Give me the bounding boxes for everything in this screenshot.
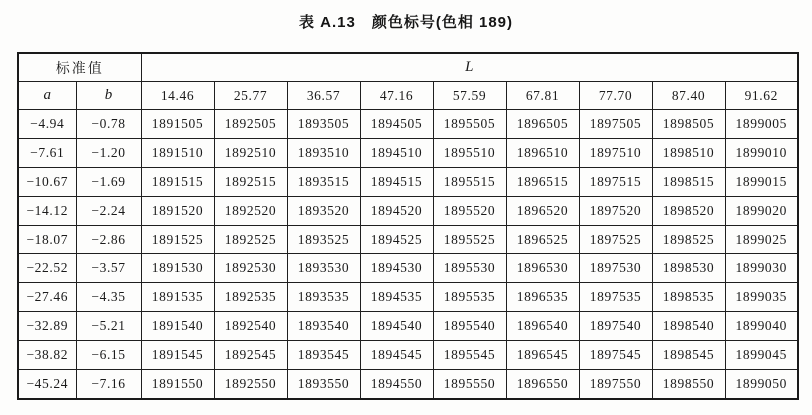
table-row [18, 254, 798, 283]
b-value-cell: −2.24 [76, 196, 141, 225]
color-code-cell: 1894550 [360, 370, 433, 399]
color-code-cell: 1896545 [506, 341, 579, 370]
color-code-cell: 1895535 [433, 283, 506, 312]
color-code-cell: 1892530 [214, 254, 287, 283]
a-value-cell: −38.82 [18, 341, 76, 370]
color-code-cell: 1895550 [433, 370, 506, 399]
b-value-cell: −4.35 [76, 283, 141, 312]
l-tick-header: 25.77 [214, 82, 287, 110]
color-code-cell: 1893515 [287, 167, 360, 196]
l-tick-header: 67.81 [506, 82, 579, 110]
color-code-cell: 1895515 [433, 167, 506, 196]
color-code-cell: 1899035 [725, 283, 798, 312]
color-code-cell: 1895510 [433, 138, 506, 167]
color-code-cell: 1899050 [725, 370, 798, 399]
color-code-cell: 1891545 [141, 341, 214, 370]
color-code-cell: 1892505 [214, 110, 287, 139]
color-code-cell: 1891525 [141, 225, 214, 254]
color-code-cell: 1892515 [214, 167, 287, 196]
table-header [18, 53, 798, 110]
color-code-cell: 1899005 [725, 110, 798, 139]
b-value-cell: −3.57 [76, 254, 141, 283]
color-code-cell: 1891515 [141, 167, 214, 196]
l-group-header: L [141, 53, 798, 82]
color-code-cell: 1899045 [725, 341, 798, 370]
b-value-cell: −5.21 [76, 312, 141, 341]
a-value-cell: −22.52 [18, 254, 76, 283]
color-code-cell: 1894540 [360, 312, 433, 341]
a-value-cell: −32.89 [18, 312, 76, 341]
color-code-cell: 1899020 [725, 196, 798, 225]
color-code-cell: 1893525 [287, 225, 360, 254]
color-code-cell: 1893540 [287, 312, 360, 341]
table-row [18, 341, 798, 370]
color-code-cell: 1891540 [141, 312, 214, 341]
color-code-cell: 1895545 [433, 341, 506, 370]
color-code-cell: 1898520 [652, 196, 725, 225]
color-code-cell: 1898535 [652, 283, 725, 312]
color-code-cell: 1895525 [433, 225, 506, 254]
color-code-cell: 1891550 [141, 370, 214, 399]
color-code-cell: 1898525 [652, 225, 725, 254]
color-code-cell: 1896535 [506, 283, 579, 312]
color-code-cell: 1898540 [652, 312, 725, 341]
color-code-cell: 1897535 [579, 283, 652, 312]
a-value-cell: −45.24 [18, 370, 76, 399]
color-code-cell: 1898515 [652, 167, 725, 196]
l-tick-header: 14.46 [141, 82, 214, 110]
color-code-cell: 1893505 [287, 110, 360, 139]
color-code-cell: 1892525 [214, 225, 287, 254]
color-code-cell: 1893520 [287, 196, 360, 225]
color-code-cell: 1893550 [287, 370, 360, 399]
color-code-cell: 1894535 [360, 283, 433, 312]
color-code-cell: 1891530 [141, 254, 214, 283]
b-value-cell: −2.86 [76, 225, 141, 254]
color-code-cell: 1899030 [725, 254, 798, 283]
l-tick-header: 36.57 [287, 82, 360, 110]
color-code-cell: 1896530 [506, 254, 579, 283]
color-code-cell: 1897505 [579, 110, 652, 139]
b-value-cell: −6.15 [76, 341, 141, 370]
a-value-cell: −27.46 [18, 283, 76, 312]
color-code-cell: 1895505 [433, 110, 506, 139]
color-code-cell: 1897530 [579, 254, 652, 283]
table-row [18, 225, 798, 254]
l-tick-header: 57.59 [433, 82, 506, 110]
a-value-cell: −4.94 [18, 110, 76, 139]
color-code-cell: 1894510 [360, 138, 433, 167]
header-group-row [18, 53, 798, 82]
color-code-cell: 1894530 [360, 254, 433, 283]
color-code-table [17, 52, 799, 400]
color-code-cell: 1893545 [287, 341, 360, 370]
table-row [18, 167, 798, 196]
color-code-cell: 1899025 [725, 225, 798, 254]
color-code-cell: 1896520 [506, 196, 579, 225]
color-code-cell: 1894545 [360, 341, 433, 370]
table-row [18, 370, 798, 399]
b-value-cell: −1.20 [76, 138, 141, 167]
l-tick-header: 87.40 [652, 82, 725, 110]
table-row [18, 312, 798, 341]
color-code-cell: 1899010 [725, 138, 798, 167]
color-code-cell: 1895540 [433, 312, 506, 341]
color-code-cell: 1892545 [214, 341, 287, 370]
color-code-cell: 1894525 [360, 225, 433, 254]
color-code-cell: 1893510 [287, 138, 360, 167]
color-code-cell: 1891535 [141, 283, 214, 312]
color-code-cell: 1893530 [287, 254, 360, 283]
table-row [18, 283, 798, 312]
b-value-cell: −7.16 [76, 370, 141, 399]
color-code-cell: 1899040 [725, 312, 798, 341]
color-code-cell: 1897525 [579, 225, 652, 254]
color-code-cell: 1891505 [141, 110, 214, 139]
color-code-cell: 1892510 [214, 138, 287, 167]
column-header-row [18, 82, 798, 110]
color-code-cell: 1892535 [214, 283, 287, 312]
color-code-cell: 1894515 [360, 167, 433, 196]
color-code-cell: 1898510 [652, 138, 725, 167]
a-value-cell: −14.12 [18, 196, 76, 225]
color-code-cell: 1897515 [579, 167, 652, 196]
a-column-header: a [18, 82, 76, 110]
l-tick-header: 91.62 [725, 82, 798, 110]
color-code-cell: 1897520 [579, 196, 652, 225]
color-code-cell: 1892550 [214, 370, 287, 399]
color-code-cell: 1892520 [214, 196, 287, 225]
table-body [18, 110, 798, 400]
color-code-cell: 1891510 [141, 138, 214, 167]
l-tick-header: 47.16 [360, 82, 433, 110]
color-code-cell: 1894520 [360, 196, 433, 225]
color-code-cell: 1893535 [287, 283, 360, 312]
color-code-cell: 1896515 [506, 167, 579, 196]
color-code-cell: 1898530 [652, 254, 725, 283]
color-code-cell: 1896510 [506, 138, 579, 167]
color-code-cell: 1892540 [214, 312, 287, 341]
color-code-cell: 1898505 [652, 110, 725, 139]
color-code-cell: 1899015 [725, 167, 798, 196]
b-value-cell: −0.78 [76, 110, 141, 139]
l-tick-header: 77.70 [579, 82, 652, 110]
a-value-cell: −18.07 [18, 225, 76, 254]
color-code-cell: 1896505 [506, 110, 579, 139]
color-code-cell: 1896525 [506, 225, 579, 254]
color-code-cell: 1898545 [652, 341, 725, 370]
table-row [18, 196, 798, 225]
color-code-cell: 1895520 [433, 196, 506, 225]
a-value-cell: −10.67 [18, 167, 76, 196]
color-code-cell: 1891520 [141, 196, 214, 225]
color-code-cell: 1895530 [433, 254, 506, 283]
table-title: 表 A.13 颜色标号(色相 189) [298, 14, 514, 31]
table-row [18, 110, 798, 139]
color-code-cell: 1897545 [579, 341, 652, 370]
color-code-cell: 1897540 [579, 312, 652, 341]
color-code-cell: 1896550 [506, 370, 579, 399]
table-row [18, 138, 798, 167]
standard-value-group-header: 标准值 [18, 53, 141, 82]
color-code-cell: 1897550 [579, 370, 652, 399]
color-code-cell: 1897510 [579, 138, 652, 167]
b-column-header: b [76, 82, 141, 110]
color-code-cell: 1894505 [360, 110, 433, 139]
a-value-cell: −7.61 [18, 138, 76, 167]
color-code-cell: 1898550 [652, 370, 725, 399]
color-code-cell: 1896540 [506, 312, 579, 341]
b-value-cell: −1.69 [76, 167, 141, 196]
